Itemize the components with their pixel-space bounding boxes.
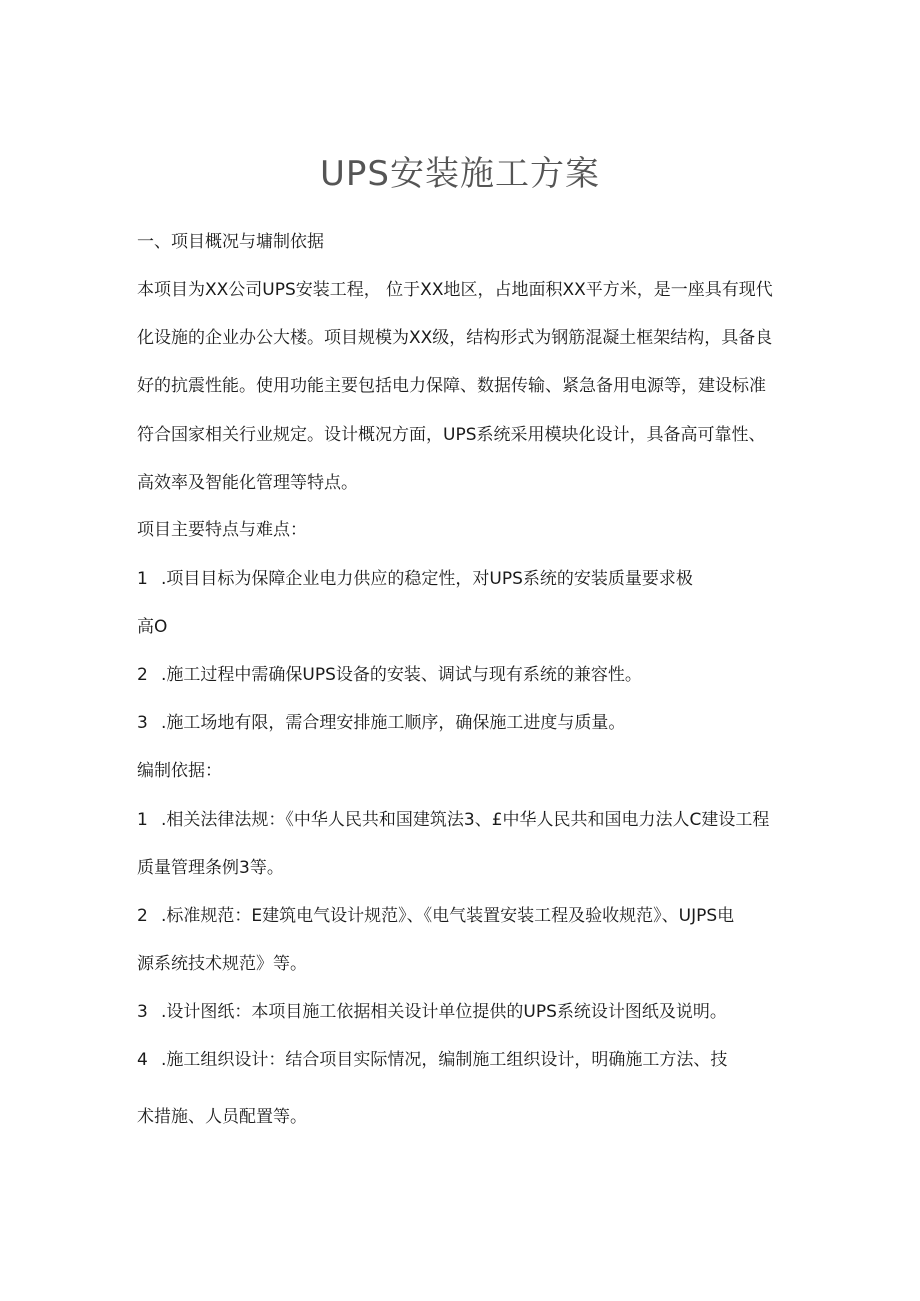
list-text: .项目目标为保障企业电力供应的稳定性，对UPS系统的安装质量要求极 [161,569,693,589]
list-number: 4 [137,1050,148,1070]
intro-line-3: 好的抗震性能。使用功能主要包括电力保障、数据传输、紧急备用电源等，建设标准 [137,376,766,396]
feature-item-1-cont: 高O [137,617,168,637]
intro-line-5: 高效率及智能化管理等特点。 [137,473,358,493]
list-number: 1 [137,810,148,830]
list-text: .设计图纸：本项目施工依据相关设计单位提供的UPS系统设计图纸及说明。 [161,1002,727,1022]
feature-item-2 [137,664,642,686]
feature-item-3 [137,712,625,734]
list-text: .施工场地有限，需合理安排施工顺序，确保施工进度与质量。 [161,713,626,733]
basis-item-4 [137,1049,727,1071]
intro-line-1: 本项目为XX公司UPS安装工程， 位于XX地区，占地面积XX平方米，是一座具有现代 [137,280,773,300]
list-number: 2 [137,665,148,685]
basis-item-2 [137,905,734,927]
intro-line-2: 化设施的企业办公大楼。项目规模为XX级，结构形式为钢筋混凝土框架结构，具备良 [137,328,773,348]
basis-item-2-cont: 源系统技术规范》等。 [137,954,307,974]
list-number: 2 [137,906,148,926]
basis-heading: 编制依据： [137,761,222,781]
list-text: .标准规范：E建筑电气设计规范》、《电气装置安装工程及验收规范》、UJPS电 [161,906,735,926]
list-number: 1 [137,569,148,589]
basis-item-1-cont: 质量管理条例3等。 [137,858,284,878]
list-number: 3 [137,1002,148,1022]
section-heading: 一、项目概况与墉制依据 [137,232,324,252]
list-text: .相关法律法规：《中华人民共和国建筑法3、£中华人民共和国电力法人C建设工程 [161,810,770,830]
document-title: UPS安装施工方案 [320,154,600,194]
basis-item-4-cont: 术措施、人员配置等。 [137,1107,307,1127]
list-text: .施工组织设计：结合项目实际情况，编制施工组织设计，明确施工方法、技 [161,1050,728,1070]
basis-item-1 [137,809,769,831]
features-heading: 项目主要特点与难点： [137,520,307,540]
list-text: .施工过程中需确保UPS设备的安装、调试与现有系统的兼容性。 [161,665,642,685]
intro-line-4: 符合国家相关行业规定。设计概况方面，UPS系统采用模块化设计，具备高可靠性、 [137,425,766,445]
list-number: 3 [137,713,148,733]
feature-item-1 [137,568,693,590]
basis-item-3 [137,1001,727,1023]
